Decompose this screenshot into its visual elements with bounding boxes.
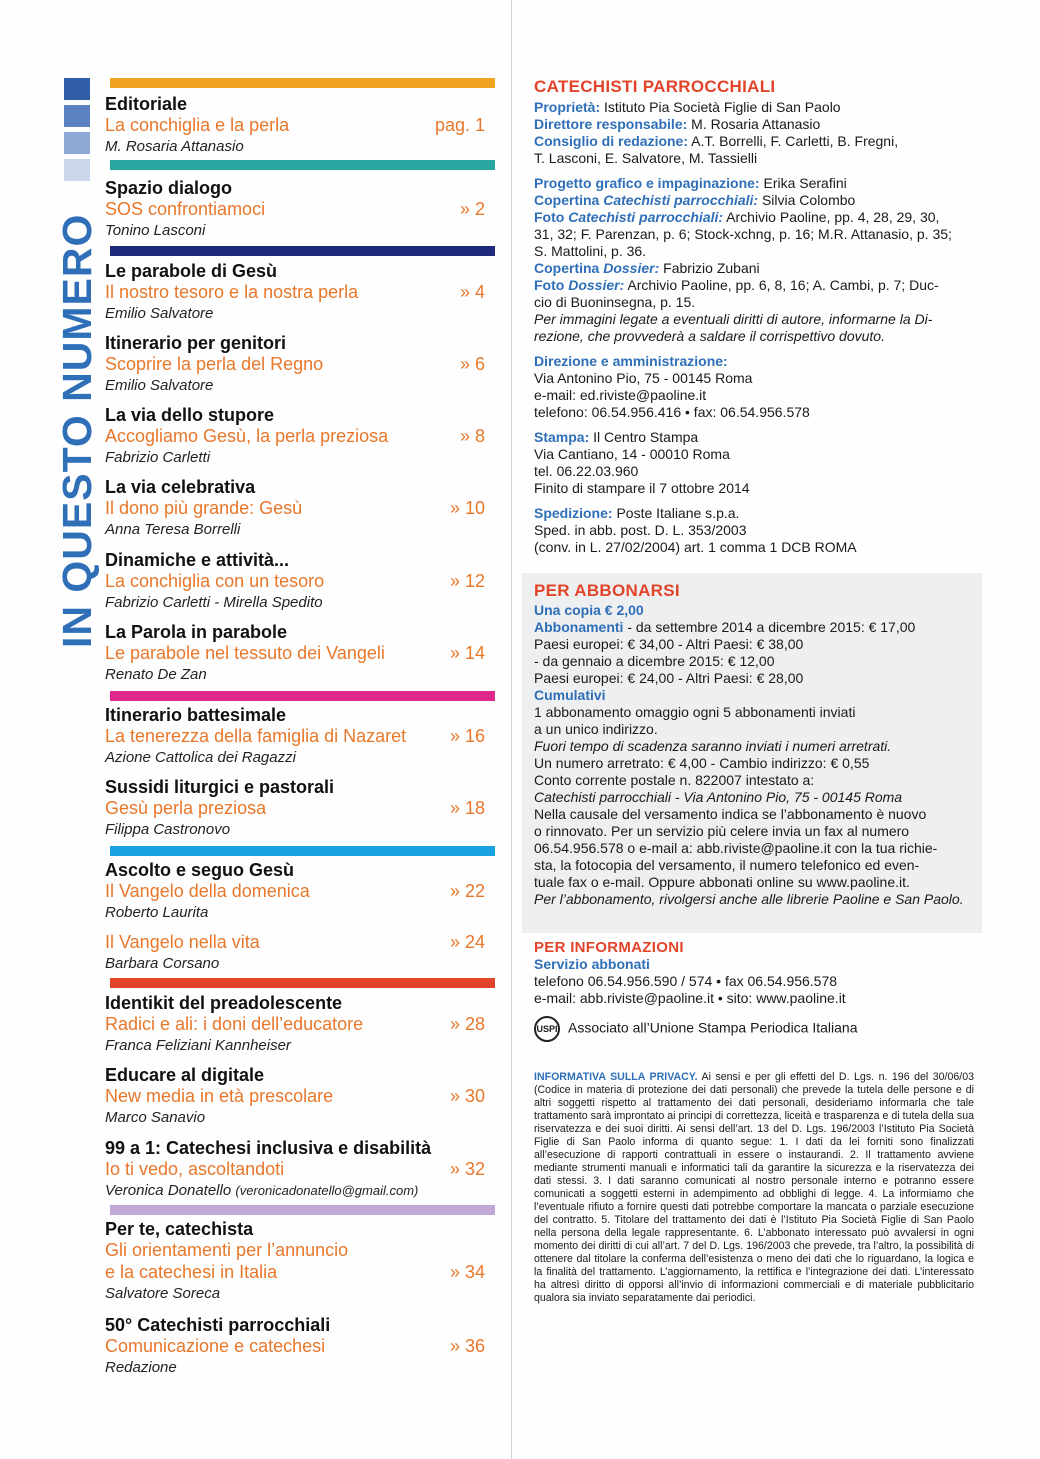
stampa-3: tel. 06.22.03.960	[534, 463, 639, 479]
foto-dossier: Foto Dossier: Archivio Paoline, pp. 6, 8, 16; A. Cambi, p. 7; Duc-	[534, 277, 939, 293]
uspi-logo-icon: USPI	[534, 1016, 560, 1042]
cum-3: Fuori tempo di scadenza saranno inviati i numeri arretrati.	[534, 738, 892, 754]
toc-article: Il Vangelo nella vita » 24	[105, 932, 485, 952]
toc-author: M. Rosaria Attanasio	[105, 138, 244, 155]
toc-page: » 36	[449, 1336, 485, 1356]
toc-page: » 18	[449, 798, 485, 818]
toc-author: Redazione	[105, 1359, 177, 1376]
direzione-3: telefono: 06.54.956.416 • fax: 06.54.956.578	[534, 404, 810, 420]
toc-article: New media in età prescolare » 30	[105, 1086, 485, 1106]
copertina: Copertina Catechisti parrocchiali: Silvia Colombo	[534, 192, 856, 208]
toc-section: Spazio dialogo	[105, 178, 233, 198]
toc-page: » 10	[449, 498, 485, 518]
line-9: Per l’abbonamento, rivolgersi anche alle librerie Paoline e San Paolo.	[534, 891, 964, 907]
toc-page: » 34	[449, 1262, 485, 1282]
toc-article: Scoprire la perla del Regno » 6	[105, 354, 485, 374]
stampa: Stampa: Il Centro Stampa	[534, 429, 699, 445]
toc-page: » 12	[449, 571, 485, 591]
toc-entry[interactable]	[105, 1219, 495, 1305]
direzione-label: Direzione e amministrazione:	[534, 353, 728, 369]
toc-article: La conchiglia e la perla pag. 1	[105, 115, 485, 135]
toc-article: Il Vangelo della domenica » 22	[105, 881, 485, 901]
toc-page: » 32	[449, 1159, 485, 1179]
line-3: Catechisti parrocchiali - Via Antonino Pio, 75 - 00145 Roma	[534, 789, 903, 805]
privacy-label: INFORMATIVA SULLA PRIVACY.	[534, 1071, 698, 1083]
toc-article: Il nostro tesoro e la nostra perla » 4	[105, 282, 485, 302]
toc-section: Itinerario per genitori	[105, 333, 287, 353]
toc-article: Il dono più grande: Gesù » 10	[105, 498, 485, 518]
info-tel: telefono 06.54.956.590 / 574 • fax 06.54.956.578	[534, 973, 838, 989]
toc-author: Veronica Donatello (veronicadonatello@gmail.com)	[105, 1182, 419, 1199]
toc-article: SOS confrontiamoci » 2	[105, 199, 485, 219]
toc-entry[interactable]	[105, 622, 495, 686]
toc-article: Gli orientamenti per l’annuncio	[105, 1240, 349, 1260]
toc-entry[interactable]	[105, 1138, 495, 1202]
toc-author: Azione Cattolica dei Ragazzi	[105, 749, 296, 766]
subscription-title: PER ABBONARSI	[534, 581, 680, 600]
info-section	[534, 939, 984, 1042]
toc-entry[interactable]	[105, 705, 495, 769]
progetto: Progetto grafico e impaginazione: Erika Serafini	[534, 175, 847, 191]
section-bar	[110, 691, 495, 701]
toc-entry[interactable]	[105, 550, 495, 614]
toc-entry[interactable]	[105, 1315, 495, 1379]
section-bar	[110, 160, 495, 170]
diritti: Per immagini legate a eventuali diritti di autore, informarne la Di-	[534, 311, 933, 327]
section-bar	[110, 846, 495, 856]
info-title: PER INFORMAZIONI	[534, 939, 684, 956]
toc-page: » 8	[459, 426, 485, 446]
toc-entry[interactable]	[105, 860, 495, 924]
toc-author: Emilio Salvatore	[105, 377, 214, 394]
toc-article: La tenerezza della famiglia di Nazaret » 16	[105, 726, 485, 746]
copia: Una copia € 2,00	[534, 602, 644, 618]
direzione-1: Via Antonino Pio, 75 - 00145 Roma	[534, 370, 753, 386]
colophon-title: CATECHISTI PARROCCHIALI	[534, 77, 776, 96]
consiglio-2: T. Lasconi, E. Salvatore, M. Tassielli	[534, 150, 758, 166]
toc-entry[interactable]	[105, 94, 495, 158]
abb-4: Paesi europei: € 24,00 - Altri Paesi: € 28,00	[534, 670, 804, 686]
toc-section: La Parola in parabole	[105, 622, 288, 642]
foto-dossier-2: cio di Buoninsegna, p. 15.	[534, 294, 696, 310]
section-bar	[110, 978, 495, 988]
servizio-abbonati: Servizio abbonati	[534, 956, 650, 972]
toc-article-line2: e la catechesi in Italia » 34	[105, 1262, 485, 1282]
author-email: (veronicadonatello@gmail.com)	[235, 1183, 419, 1198]
toc-article: Accogliamo Gesù, la perla preziosa » 8	[105, 426, 485, 446]
toc-article: Gesù perla preziosa » 18	[105, 798, 485, 818]
cumulativi-label: Cumulativi	[534, 687, 606, 703]
line-1: Un numero arretrato: € 4,00 - Cambio indirizzo: € 0,55	[534, 755, 870, 771]
privacy-notice	[534, 1071, 974, 1305]
toc-article: Radici e ali: i doni dell’educatore » 28	[105, 1014, 485, 1034]
toc-author: Fabrizio Carletti	[105, 449, 211, 466]
toc-author: Marco Sanavio	[105, 1109, 206, 1126]
toc-entry[interactable]	[105, 931, 495, 975]
abb-2: Paesi europei: € 34,00 - Altri Paesi: € 38,00	[534, 636, 804, 652]
toc-page: » 2	[459, 199, 485, 219]
consiglio: Consiglio di redazione: A.T. Borrelli, F. Carletti, B. Fregni,	[534, 133, 899, 149]
section-bar	[110, 1205, 495, 1215]
toc-author: Tonino Lasconi	[105, 222, 206, 239]
toc-author: Renato De Zan	[105, 666, 207, 683]
toc-author: Salvatore Soreca	[105, 1285, 221, 1302]
toc-page: » 24	[449, 932, 485, 952]
direttore: Direttore responsabile: M. Rosaria Attanasio	[534, 116, 821, 132]
section-bar	[110, 78, 495, 88]
toc-entry[interactable]	[105, 777, 495, 841]
colophon	[534, 78, 984, 556]
foto-2: 31, 32; F. Parenzan, p. 6; Stock-xchng, p. 16; M.R. Attanasio, p. 35;	[534, 226, 952, 242]
toc-author: Franca Feliziani Kannheiser	[105, 1037, 291, 1054]
toc-entry[interactable]	[105, 1065, 495, 1129]
toc-page: » 16	[449, 726, 485, 746]
line-7: sta, la fotocopia del versamento, il numero telefonico ed even-	[534, 857, 920, 873]
toc-page: » 28	[449, 1014, 485, 1034]
toc-author: Filippa Castronovo	[105, 821, 231, 838]
toc-section: Dinamiche e attività...	[105, 550, 290, 570]
toc-section: Ascolto e seguo Gesù	[105, 860, 295, 880]
toc-section: Le parabole di Gesù	[105, 261, 278, 281]
toc-article: Comunicazione e catechesi » 36	[105, 1336, 485, 1356]
stampa-4: Finito di stampare il 7 ottobre 2014	[534, 480, 750, 496]
diritti-2: rezione, che provvederà a saldare il corrispettivo dovuto.	[534, 328, 885, 344]
direzione-2: e-mail: ed.riviste@paoline.it	[534, 387, 707, 403]
toc-section: Editoriale	[105, 94, 188, 114]
page-fold	[511, 0, 512, 1459]
proprieta: Proprietà: Istituto Pia Società Figlie di San Paolo	[534, 99, 841, 115]
toc-author: Roberto Laurita	[105, 904, 209, 921]
toc-article: Io ti vedo, ascoltandoti » 32	[105, 1159, 485, 1179]
toc-entry[interactable]	[105, 333, 495, 397]
toc-entry[interactable]	[105, 477, 495, 541]
toc-author: Barbara Corsano	[105, 955, 220, 972]
toc-section: Per te, catechista	[105, 1219, 254, 1239]
line-4: Nella causale del versamento indica se l’abbonamento è nuovo	[534, 806, 927, 822]
spedizione-2: Sped. in abb. post. D. L. 353/2003	[534, 522, 747, 538]
toc-author: Fabrizio Carletti - Mirella Spedito	[105, 594, 323, 611]
spedizione: Spedizione: Poste Italiane s.p.a.	[534, 505, 740, 521]
usp-line: USPI Associato all’Unione Stampa Periodica Italiana	[534, 1016, 984, 1042]
toc-section: Sussidi liturgici e pastorali	[105, 777, 335, 797]
toc-article: Le parabole nel tessuto dei Vangeli » 14	[105, 643, 485, 663]
toc-section: 50° Catechisti parrocchiali	[105, 1315, 331, 1335]
copertina-dossier: Copertina Dossier: Fabrizio Zubani	[534, 260, 760, 276]
toc-entry[interactable]	[105, 993, 495, 1057]
abb-3: - da gennaio a dicembre 2015: € 12,00	[534, 653, 775, 669]
foto-3: S. Mattolini, p. 36.	[534, 243, 647, 259]
toc-page: pag. 1	[434, 115, 485, 135]
line-2: Conto corrente postale n. 822007 intestato a:	[534, 772, 815, 788]
spedizione-3: (conv. in L. 27/02/2004) art. 1 comma 1 DCB ROMA	[534, 539, 857, 555]
toc-entry[interactable]	[105, 405, 495, 469]
info-email: e-mail: abb.riviste@paoline.it • sito: www.paoline.it	[534, 990, 846, 1006]
subscription-info	[534, 582, 984, 908]
cum-2: a un unico indirizzo.	[534, 721, 658, 737]
toc-section: La via dello stupore	[105, 405, 275, 425]
toc-page: » 14	[449, 643, 485, 663]
toc-author: Anna Teresa Borrelli	[105, 521, 241, 538]
stampa-2: Via Cantiano, 14 - 00010 Roma	[534, 446, 730, 462]
privacy-text: Ai sensi e per gli effetti del D. Lgs. n. 196 del 30/06/03 (Codice in materia di protezione dei dati personali) che prevede la tutela delle persone e di altri soggetti rispetto al trattamento dei dati personali, desideriamo informarla che tale trattamento sarà improntato ai principi di correttezza, liceità e trasparenza e di tutela della sua riservatezza e dei suoi diritti. Ai sensi dell’art. 13 del D. Lgs. 196/2003 l’Istituto Pia Società Figlie di San Paolo informa di quanto segue: 1. I dati da lei forniti sono finalizzati all’esecuzione di rapporti contrattuali in essere o instaurandi. 2. Il trattamento avviene mediante strumenti manuali e informatici tali da garantire la sicurezza e la riservatezza dei dati stessi. 3. I dati saranno comunicati al nostro personale interno e potranno essere comunicati a soggetti esterni in adempimento ad obblighi di legge. 4. La informiamo che l’eventuale rifiuto a fornire questi dati potrebbe comportare la mancata o parziale esecuzione del contratto. 5. Titolare del trattamento dei dati è l’Istituto Pia Società Figlie di San Paolo nella persona della legale rappresentante. 6. L’abbonato interessato può avvalersi in ogni momento dei diritti di cui all’art. 7 del D. Lgs. 196/2003 che prevede, tra l’altro, la possibilità di ottenere dal titolare la conferma dell’esistenza o meno dei dati che lo riguardano, la logica e la finalità del trattamento. L’aggiornamento, la rettifica e l’integrazione dei dati. L’interessato ha altresì diritto di opporsi all’invio di informazioni commerciali e di materiale pubblicitario qualora sia inviato separatamente dai periodici.	[534, 1071, 974, 1304]
toc-entry[interactable]	[105, 178, 495, 242]
line-8: tuale fax o e-mail. Oppure abbonati online su www.paoline.it.	[534, 874, 910, 890]
toc-author: Emilio Salvatore	[105, 305, 214, 322]
toc-entry[interactable]	[105, 261, 495, 325]
toc-page: » 30	[449, 1086, 485, 1106]
line-5: o rinnovato. Per un servizio più celere invia un fax al numero	[534, 823, 910, 839]
section-title-vertical: IN QUESTO NUMERO	[54, 213, 100, 648]
toc-section: Educare al digitale	[105, 1065, 265, 1085]
foto: Foto Catechisti parrocchiali: Archivio Paoline, pp. 4, 28, 29, 30,	[534, 209, 940, 225]
toc-section: 99 a 1: Catechesi inclusiva e disabilità	[105, 1138, 432, 1158]
toc-section: La via celebrativa	[105, 477, 256, 497]
cum-1: 1 abbonamento omaggio ogni 5 abbonamenti inviati	[534, 704, 856, 720]
toc-section: Itinerario battesimale	[105, 705, 287, 725]
toc-section: Identikit del preadolescente	[105, 993, 343, 1013]
section-bar	[110, 246, 495, 256]
line-6: 06.54.956.578 o e-mail a: abb.riviste@paoline.it con la tua richie-	[534, 840, 938, 856]
toc-article: La conchiglia con un tesoro » 12	[105, 571, 485, 591]
toc-page: » 4	[459, 282, 485, 302]
toc-page: » 22	[449, 881, 485, 901]
toc-page: » 6	[459, 354, 485, 374]
abbonamenti: Abbonamenti - da settembre 2014 a dicembre 2015: € 17,00	[534, 619, 916, 635]
